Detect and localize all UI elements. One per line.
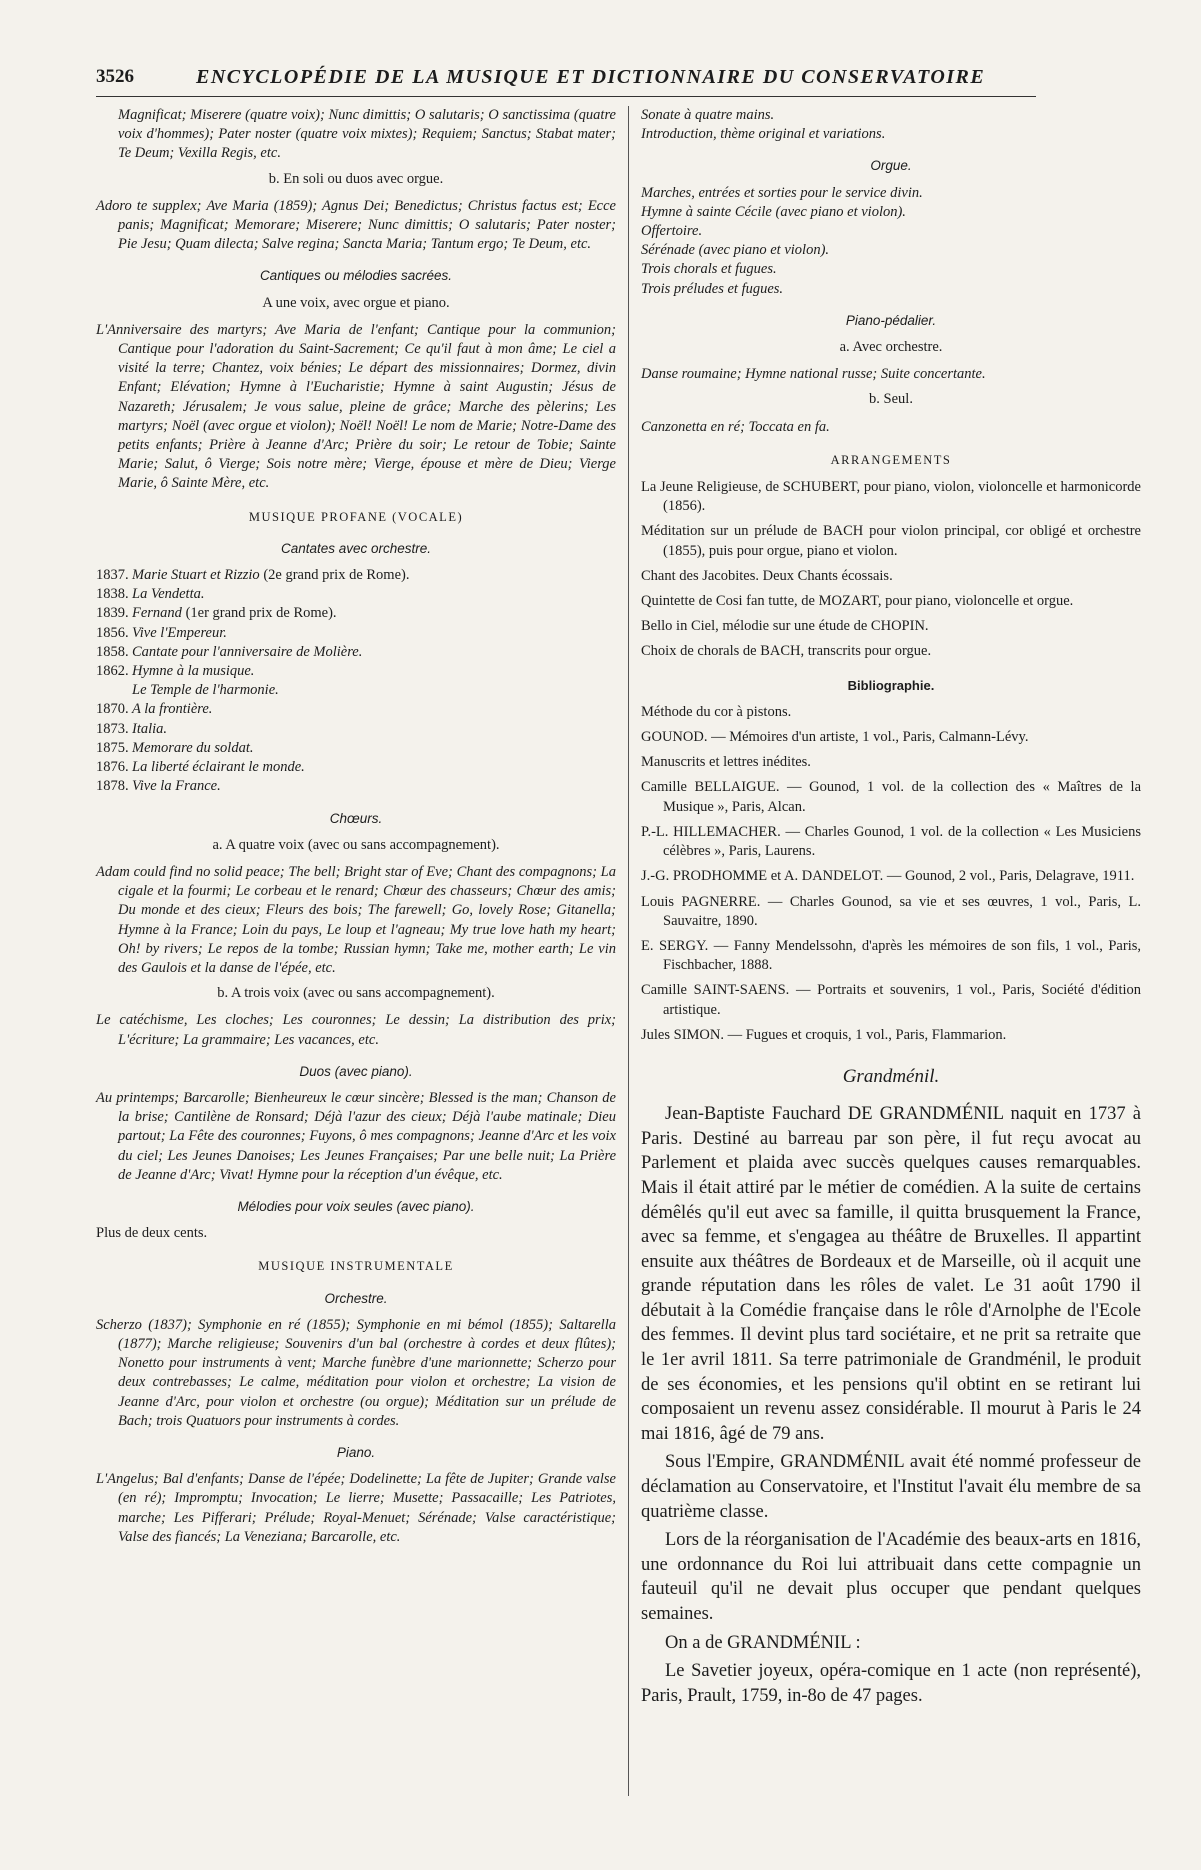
- cantate-title: Vive l'Empereur.: [132, 624, 227, 641]
- choeurs-a-paragraph: Adam could find no solid peace; The bell; Bright star of Eve; Chant des compagnons; La cigale et la fourmi; Le corbeau et le renard; Chœur des chasseurs; Chœur des amis; Du monde et des cieux; Fleurs des bois; The farewell; Go, lovely Rose; Gitanella; Hymne à la France; Loin du pays, Le loup et l'agneau; My true love hath my heart; Oh! by rivers; Le repos de la tombe; Russian hymn; Take me, mother earth; Le vin des Gaulois et la danse de l'épée, etc.: [96, 863, 616, 976]
- cantate-title: Vive la France.: [132, 778, 221, 795]
- cantates-list: [96, 566, 616, 796]
- running-title: ENCYCLOPÉDIE DE LA MUSIQUE ET DICTIONNAIRE DU CONSERVATOIRE: [196, 66, 986, 88]
- bibliography-item: Manuscrits et lettres inédites.: [641, 754, 811, 771]
- arrangement-item: Chant des Jacobites. Deux Chants écossais.: [641, 567, 893, 584]
- bibliography-item: GOUNOD. — Mémoires d'un artiste, 1 vol., Paris, Calmann-Lévy.: [641, 729, 1029, 746]
- orchestre-heading: Orchestre.: [324, 1290, 388, 1306]
- cantate-item: [96, 739, 616, 758]
- cantate-note: (1er grand prix de Rome).: [181, 605, 337, 622]
- bibliographie-heading: Bibliographie.: [847, 677, 935, 693]
- sonate-line: Sonate à quatre mains.: [641, 107, 775, 123]
- cantate-item: [96, 604, 616, 623]
- grandmenil-paragraph: Sous l'Empire, GRANDMÉNIL avait été nommé professeur de déclamation au Conservatoire, et l'Institut l'avait élu membre de sa quatrième classe.: [641, 1452, 1141, 1522]
- cantate-year: 1873.: [96, 720, 129, 737]
- melodies-paragraph: Plus de deux cents.: [96, 1225, 208, 1242]
- cantate-title: Hymne à la musique.: [132, 663, 255, 680]
- bibliography-item: J.-G. PRODHOMME et A. DANDELOT. — Gounod, 2 vol., Paris, Delagrave, 1911.: [641, 868, 1135, 885]
- cantiques-heading: Cantiques ou mélodies sacrées.: [259, 268, 453, 284]
- soli-paragraph: Adoro te supplex; Ave Maria (1859); Agnus Dei; Benedictus; Christus factus est; Ecce panis; Magnificat; Memorare; Miserere; Nunc dimittis; O salutaris; Pater noster; Pie Jesu; Quam dilecta; Salve regina; Sancta Maria; Tantum ergo; Te Deum, etc.: [96, 197, 616, 253]
- grandmenil-body: [641, 1102, 1141, 1708]
- bibliography-item: Louis PAGNERRE. — Charles Gounod, sa vie et ses œuvres, 1 vol., Paris, L. Sauvaitre, 1890.: [641, 893, 1141, 929]
- choeurs-a-heading: a. A quatre voix (avec ou sans accompagnement).: [212, 836, 500, 853]
- cantate-item: [96, 777, 616, 796]
- cantate-item: [96, 643, 616, 662]
- orgue-item: Marches, entrées et sorties pour le service divin.: [641, 184, 923, 201]
- cantate-title: Fernand: [132, 605, 182, 622]
- cantate-title: Memorare du soldat.: [132, 739, 254, 756]
- cantate-year: 1839.: [96, 605, 129, 622]
- introduction-line: Introduction, thème original et variations.: [641, 126, 886, 143]
- piano-heading: Piano.: [336, 1444, 376, 1460]
- left-column: [96, 106, 616, 1553]
- choeurs-heading: Chœurs.: [329, 810, 383, 826]
- cantate-title: A la frontière.: [132, 701, 213, 718]
- cantate-year: 1856.: [96, 624, 129, 641]
- cantate-item: [96, 700, 616, 719]
- bibliography-item: Camille BELLAIGUE. — Gounod, 1 vol. de la collection des « Maîtres de la Musique », Paris, Alcan.: [641, 779, 1141, 815]
- orgue-heading: Orgue.: [870, 158, 912, 174]
- right-column: [641, 106, 1141, 1712]
- piano-paragraph: L'Angelus; Bal d'enfants; Danse de l'épée; Dodelinette; La fête de Jupiter; Grande valse (en ré); Impromptu; Invocation; Le lierre; Musette; Passacaille; Les Patriotes, marche; Les Pifferari; Prélude; Royal-Menuet; Sérénade; Valse caractéristique; Valse des fiancés; La Veneziana; Barcarolle, etc.: [96, 1471, 616, 1545]
- arrangements-list: [641, 478, 1141, 662]
- orgue-item: Offertoire.: [641, 223, 703, 240]
- pedalier-a-paragraph: Danse roumaine; Hymne national russe; Suite concertante.: [641, 366, 986, 383]
- cantate-year: 1876.: [96, 759, 129, 776]
- soli-heading: b. En soli ou duos avec orgue.: [268, 170, 444, 187]
- header-rule: [96, 96, 1036, 97]
- duos-heading: Duos (avec piano).: [299, 1063, 413, 1079]
- bibliography-item: E. SERGY. — Fanny Mendelssohn, d'après les mémoires de son fils, 1 vol., Paris, Fischbacher, 1888.: [641, 937, 1141, 974]
- choeurs-b-paragraph: Le catéchisme, Les cloches; Les couronnes; Le dessin; La distribution des prix; L'écriture; La grammaire; Les vacances, etc.: [96, 1012, 616, 1048]
- cantate-title: Le Temple de l'harmonie.: [132, 682, 279, 699]
- cantiques-subheading: A une voix, avec orgue et piano.: [262, 294, 450, 311]
- orgue-item: Trois chorals et fugues.: [641, 261, 777, 278]
- arrangement-item: Bello in Ciel, mélodie sur une étude de CHOPIN.: [641, 618, 929, 635]
- pedalier-b-heading: b. Seul.: [869, 391, 913, 408]
- melodies-heading: Mélodies pour voix seules (avec piano).: [237, 1198, 475, 1214]
- duos-paragraph: Au printemps; Barcarolle; Bienheureux le cœur sincère; Blessed is the man; Chanson de la brise; Cantilène de Ronsard; Déjà l'azur des cieux; Déjà l'aube matinale; Dieu partout; La Fête des couronnes; Fuyons, ô mes compagnons; Jeanne d'Arc et les voix du ciel; Les Jeunes Danoises; Les Jeunes Françaises; Par une belle nuit; La Prière de Jeanne d'Arc; Vivat! Hymne pour la réception d'un évêque, etc.: [96, 1089, 616, 1183]
- grandmenil-paragraph: Lors de la réorganisation de l'Académie des beaux-arts en 1816, une ordonnance du Roi lui attribuait dans cette compagnie un fauteuil qu'il ne devait plus occuper que pendant quelques semaines.: [641, 1530, 1141, 1624]
- cantate-item: [96, 681, 616, 700]
- arrangement-item: Choix de chorals de BACH, transcrits pour orgue.: [641, 643, 932, 660]
- cantate-title: Italia.: [132, 720, 168, 737]
- orgue-item: Trois préludes et fugues.: [641, 280, 784, 297]
- cantate-item: [96, 585, 616, 604]
- cantates-heading: Cantates avec orchestre.: [280, 540, 432, 556]
- cantate-year: 1858.: [96, 643, 129, 660]
- instrumentale-heading: MUSIQUE INSTRUMENTALE: [258, 1259, 454, 1274]
- intro-paragraph: Magnificat; Miserere (quatre voix); Nunc dimittis; O salutaris; O sanctissima (quatre voix d'hommes); Pater noster (quatre voix mixtes); Requiem; Sanctus; Stabat mater; Te Deum; Vexilla Regis, etc.: [118, 107, 616, 162]
- arrangement-item: Méditation sur un prélude de BACH pour violon principal, cor obligé et orchestre (1855), puis pour orgue, piano et violon.: [641, 523, 1141, 559]
- profane-heading: MUSIQUE PROFANE (VOCALE): [248, 509, 464, 524]
- cantate-item: [96, 566, 616, 585]
- cantate-item: [96, 720, 616, 739]
- pedalier-b-paragraph: Canzonetta en ré; Toccata en fa.: [641, 418, 830, 435]
- bibliography-item: P.-L. HILLEMACHER. — Charles Gounod, 1 vol. de la collection « Les Musiciens célèbres », Paris, Laurens.: [641, 823, 1141, 860]
- cantate-year: 1862.: [96, 663, 129, 680]
- grandmenil-title: Grandménil.: [842, 1065, 940, 1087]
- orgue-item: Hymne à sainte Cécile (avec piano et violon).: [641, 203, 906, 220]
- bibliography-item: Camille SAINT-SAENS. — Portraits et souvenirs, 1 vol., Paris, Société d'édition artistique.: [641, 982, 1141, 1018]
- choeurs-b-heading: b. A trois voix (avec ou sans accompagnement).: [217, 985, 495, 1002]
- cantate-item: [96, 758, 616, 777]
- pedalier-heading: Piano-pédalier.: [845, 312, 937, 328]
- cantate-title: La Vendetta.: [132, 586, 205, 603]
- cantate-year: 1875.: [96, 739, 129, 756]
- orchestre-paragraph: Scherzo (1837); Symphonie en ré (1855); Symphonie en mi bémol (1855); Saltarella (1877); Marche religieuse; Souvenirs d'un bal (orchestre à cordes et deux flûtes); Nonetto pour instruments à vent; Marche funèbre d'une marionnette; Scherzo pour deux contrebasses; Le calme, méditation pour violon et orchestre; La vision de Jeanne d'Arc, pour violon et orchestre (ou orgue); Méditation sur un prélude de Bach; trois Quatuors pour instruments à cordes.: [96, 1316, 616, 1429]
- cantate-year: [96, 681, 132, 700]
- cantate-item: [96, 662, 616, 681]
- bibliography-list: [641, 703, 1141, 1045]
- cantate-title: La liberté éclairant le monde.: [132, 759, 305, 776]
- pedalier-a-heading: a. Avec orchestre.: [839, 339, 943, 356]
- cantate-year: 1870.: [96, 701, 129, 718]
- grandmenil-paragraph: Jean-Baptiste Fauchard DE GRANDMÉNIL naquit en 1737 à Paris. Destiné au barreau par son père, il fut reçu avocat au Parlement et plaida avec succès quelques causes remarquables. Mais il était attiré par le métier de comédien. A la suite de certains démêlés qu'il eut avec sa famille, il quitta brusquement la France, avec sa femme, et s'engagea au théâtre de Bruxelles. Il appartint ensuite aux théâtres de Bordeaux et de Marseille, où il acquit une grande réputation dans les rôles de valet. Le 31 août 1790 il débutait à la Comédie française dans le rôle d'Arnolphe de l'Ecole des femmes. Il devint plus tard sociétaire, et ne prit sa retraite que le 1er avril 1811. Sa terre patrimoniale de Grandménil, le produit de ses économies, et les pensions qu'il obtint en se retirant lui composaient un revenu assez considérable. Il mourut à Paris le 24 mai 1816, âgé de 79 ans.: [641, 1104, 1141, 1444]
- arrangement-item: La Jeune Religieuse, de SCHUBERT, pour piano, violon, violoncelle et harmonicorde (1856).: [641, 479, 1141, 515]
- page-number: 3526: [96, 66, 134, 87]
- cantate-title: Cantate pour l'anniversaire de Molière.: [132, 643, 363, 660]
- column-divider: [628, 106, 629, 1796]
- orgue-list: [641, 184, 1141, 299]
- bibliography-item: Méthode du cor à pistons.: [641, 703, 792, 720]
- cantate-year: 1838.: [96, 586, 129, 603]
- bibliography-item: Jules SIMON. — Fugues et croquis, 1 vol., Paris, Flammarion.: [641, 1026, 1007, 1043]
- grandmenil-paragraph: Le Savetier joyeux, opéra-comique en 1 acte (non représenté), Paris, Prault, 1759, in-8o de 47 pages.: [641, 1661, 1141, 1706]
- cantate-year: 1878.: [96, 778, 129, 795]
- cantate-title: Marie Stuart et Rizzio: [132, 567, 260, 584]
- page-header: [96, 66, 1036, 96]
- orgue-item: Sérénade (avec piano et violon).: [641, 242, 830, 259]
- arrangements-heading: ARRANGEMENTS: [830, 452, 952, 467]
- cantate-note: (2e grand prix de Rome).: [259, 567, 410, 584]
- cantate-item: [96, 624, 616, 643]
- grandmenil-paragraph: On a de GRANDMÉNIL :: [665, 1632, 861, 1653]
- cantiques-paragraph: L'Anniversaire des martyrs; Ave Maria de l'enfant; Cantique pour la communion; Cantique pour l'adoration du Saint-Sacrement; Ce qu'il faut à mon âme; Le ciel a visité la terre; Chantez, voix bénies; Le départ des missionnaires; Dormez, divin Enfant; Elévation; Hymne à l'Eucharistie; Hymne à saint Augustin; Jésus de Nazareth; Jérusalem; Je vous salue, pleine de grâce; Marche des pèlerins; Les martyrs; Noël (avec orgue et violon); Noël! Noël! Le nom de Marie; Notre-Dame des petits enfants; Prière à Jeanne d'Arc; Prière du soir; Le retour de Tobie; Sainte Marie; Salut, ô Vierge; Sois notre mère; Vierge, épouse et mère de Dieu; Vierge Marie, ô Sainte Mère, etc.: [96, 321, 616, 492]
- arrangement-item: Quintette de Cosi fan tutte, de MOZART, pour piano, violoncelle et orgue.: [641, 593, 1074, 610]
- cantate-year: 1837.: [96, 567, 129, 584]
